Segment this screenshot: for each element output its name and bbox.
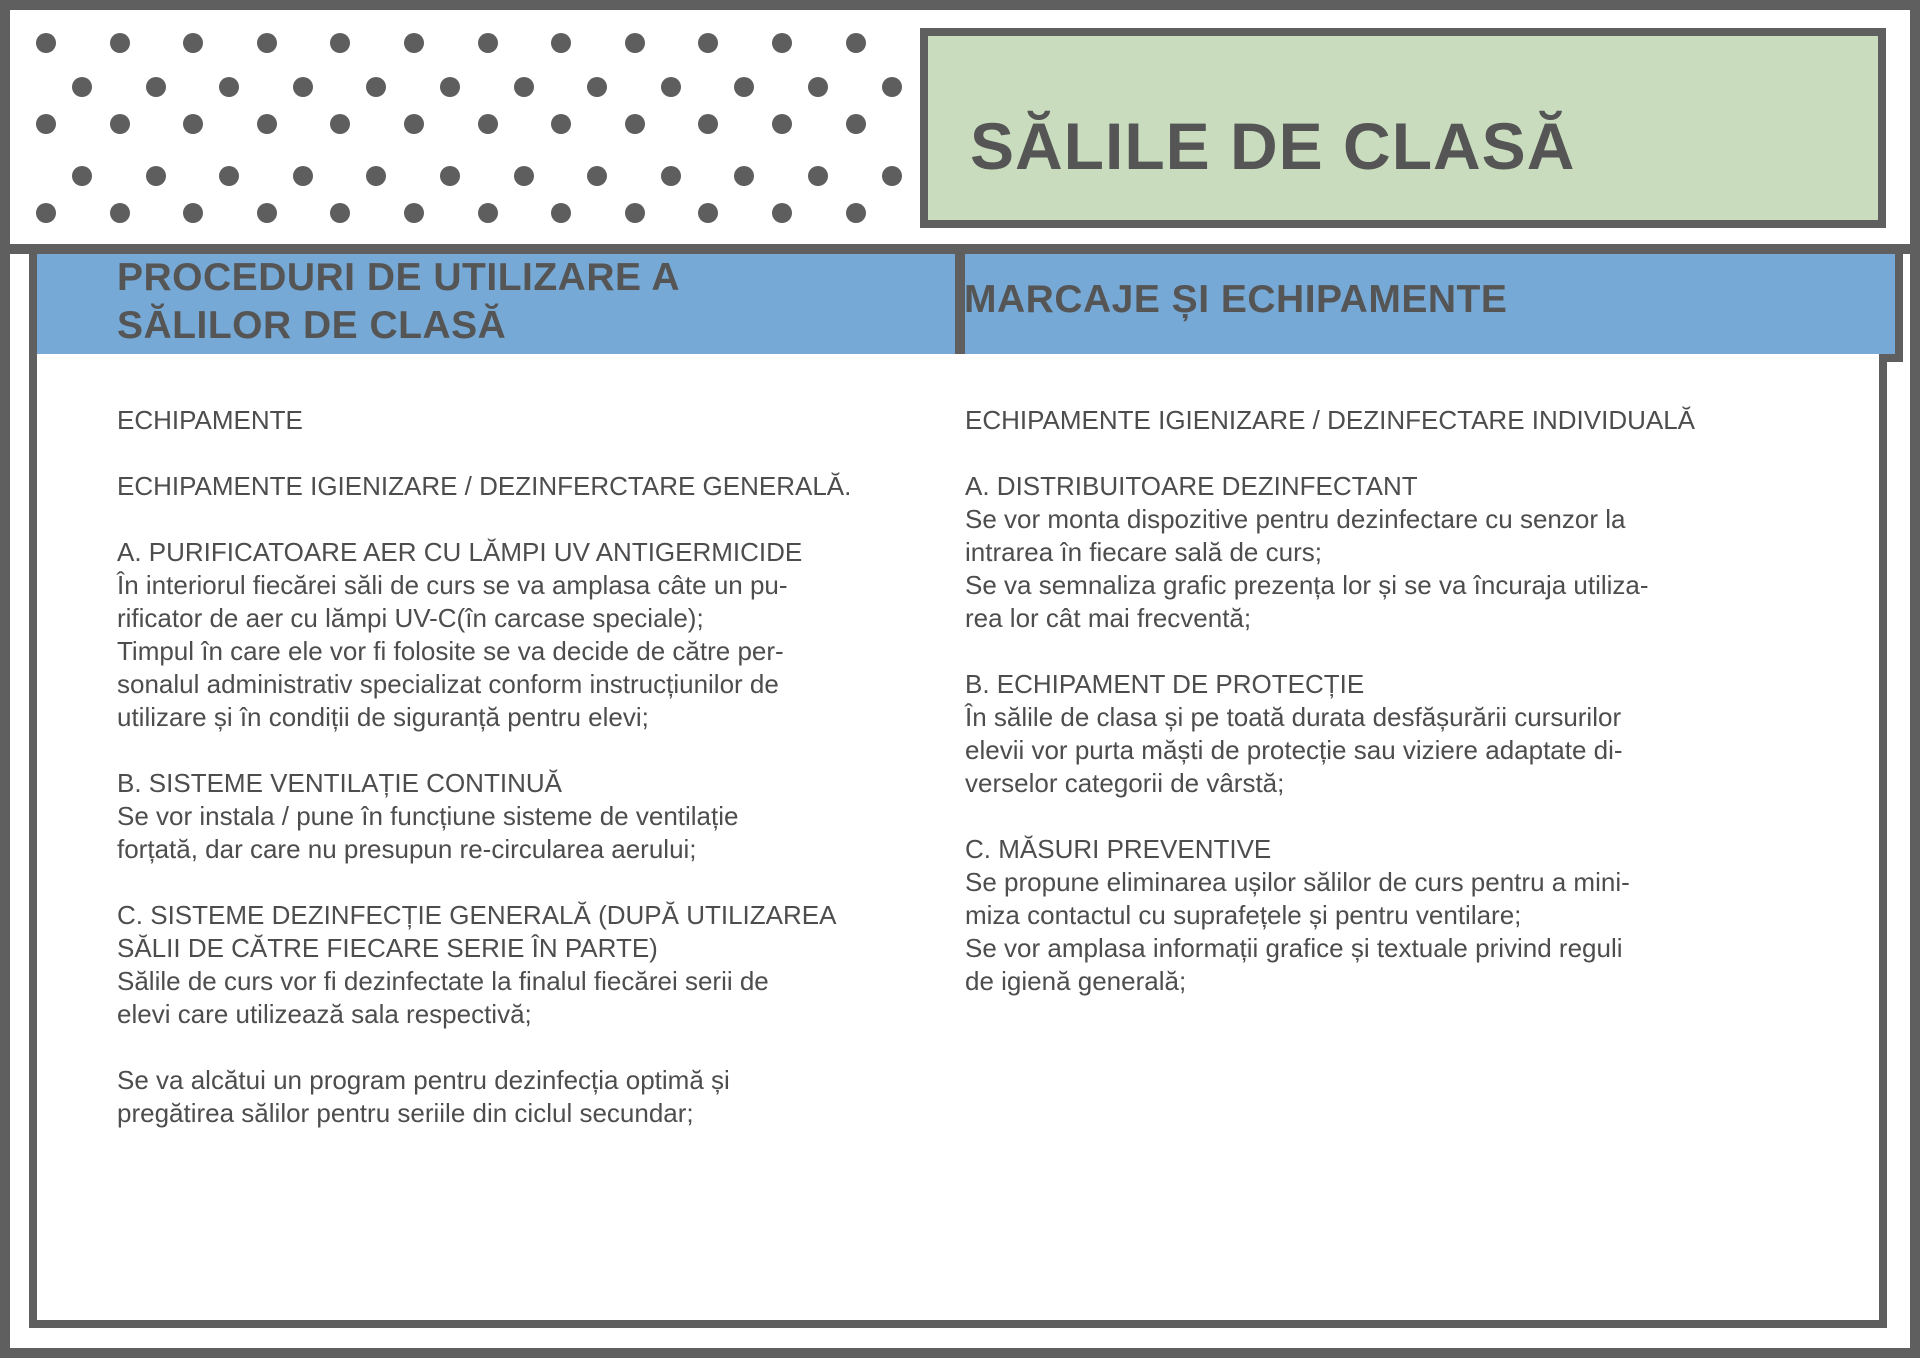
decorative-dot — [366, 77, 386, 97]
decorative-dot — [625, 114, 645, 134]
decorative-dot — [257, 33, 277, 53]
decorative-dot — [587, 77, 607, 97]
decorative-dot — [219, 166, 239, 186]
decorative-dot — [514, 166, 534, 186]
decorative-dot — [404, 33, 424, 53]
content-box — [29, 354, 1887, 1328]
left-paragraph: B. SISTEME VENTILAȚIE CONTINUĂ Se vor instala / pune în funcțiune sisteme de ventilație forțată, dar care nu presupun re-circularea aerului; — [117, 768, 739, 864]
decorative-dot — [110, 114, 130, 134]
dot-pattern — [10, 10, 915, 244]
decorative-dot — [146, 166, 166, 186]
decorative-dot — [698, 114, 718, 134]
decorative-dot — [330, 33, 350, 53]
decorative-dot — [478, 33, 498, 53]
decorative-dot — [734, 77, 754, 97]
header-left-text: PROCEDURI DE UTILIZARE A SĂLILOR DE CLASĂ — [117, 256, 681, 347]
decorative-dot — [625, 33, 645, 53]
decorative-dot — [36, 114, 56, 134]
top-separator — [0, 244, 1920, 254]
decorative-dot — [808, 77, 828, 97]
decorative-dot — [440, 77, 460, 97]
decorative-dot — [587, 166, 607, 186]
decorative-dot — [183, 33, 203, 53]
decorative-dot — [734, 166, 754, 186]
decorative-dot — [478, 114, 498, 134]
decorative-dot — [146, 77, 166, 97]
decorative-dot — [514, 77, 534, 97]
decorative-dot — [404, 114, 424, 134]
decorative-dot — [846, 203, 866, 223]
page-title: SĂLILE DE CLASĂ — [970, 109, 1576, 183]
left-paragraph: ECHIPAMENTE — [117, 405, 303, 435]
decorative-dot — [661, 166, 681, 186]
decorative-dot — [72, 77, 92, 97]
right-column — [965, 404, 1805, 1031]
decorative-dot — [330, 203, 350, 223]
decorative-dot — [183, 203, 203, 223]
decorative-dot — [661, 77, 681, 97]
decorative-dot — [366, 166, 386, 186]
left-column — [117, 404, 937, 1163]
decorative-dot — [772, 114, 792, 134]
decorative-dot — [772, 33, 792, 53]
decorative-dot — [808, 166, 828, 186]
decorative-dot — [110, 33, 130, 53]
decorative-dot — [625, 203, 645, 223]
left-paragraph: Se va alcătui un program pentru dezinfecția optimă și pregătirea sălilor pentru seriile din ciclul secundar; — [117, 1065, 730, 1128]
decorative-dot — [846, 33, 866, 53]
decorative-dot — [36, 203, 56, 223]
decorative-dot — [72, 166, 92, 186]
decorative-dot — [404, 203, 424, 223]
decorative-dot — [219, 77, 239, 97]
decorative-dot — [882, 166, 902, 186]
decorative-dot — [440, 166, 460, 186]
left-paragraph: ECHIPAMENTE IGIENIZARE / DEZINFERCTARE GENERALĂ. — [117, 471, 852, 501]
decorative-dot — [772, 203, 792, 223]
left-paragraph: C. SISTEME DEZINFECȚIE GENERALĂ (DUPĂ UTILIZAREA SĂLII DE CĂTRE FIECARE SERIE ÎN PARTE) Sălile de curs vor fi dezinfectate la finalul fiecărei serii de elevi care utilizează sala respectivă; — [117, 900, 837, 1029]
section-header-bar — [29, 254, 1903, 362]
right-paragraph: C. MĂSURI PREVENTIVE Se propune eliminarea ușilor sălilor de curs pentru a mini- miza contactul cu suprafețele și pentru ventilare; Se vor amplasa informații grafice și textuale privind reguli de igienă generală; — [965, 834, 1630, 996]
left-paragraph: A. PURIFICATOARE AER CU LĂMPI UV ANTIGERMICIDE În interiorul fiecărei săli de curs se va amplasa câte un pu- rificator de aer cu lămpi UV-C(în carcase speciale); Timpul în care ele vor fi folosite se va decide de către per- sonalul administrativ specializat conform instrucțiunilor de utilizare și în condiții de siguranță pentru elevi; — [117, 537, 803, 732]
decorative-dot — [551, 33, 571, 53]
decorative-dot — [293, 77, 313, 97]
right-paragraph: ECHIPAMENTE IGIENIZARE / DEZINFECTARE INDIVIDUALĂ — [965, 405, 1696, 435]
decorative-dot — [110, 203, 130, 223]
decorative-dot — [551, 114, 571, 134]
decorative-dot — [257, 203, 277, 223]
right-paragraph: B. ECHIPAMENT DE PROTECȚIE În sălile de clasa și pe toată durata desfășurării cursurilor elevii vor purta măști de protecție sau viziere adaptate di- verselor categorii de vârstă; — [965, 669, 1623, 798]
decorative-dot — [36, 33, 56, 53]
decorative-dot — [330, 114, 350, 134]
decorative-dot — [882, 77, 902, 97]
title-box — [920, 28, 1886, 228]
decorative-dot — [698, 33, 718, 53]
header-left — [117, 254, 680, 350]
right-paragraph: A. DISTRIBUITOARE DEZINFECTANT Se vor monta dispozitive pentru dezinfectare cu senzor la intrarea în fiecare sală de curs; Se va semnaliza grafic prezența lor și se va încuraja utiliza- rea lor cât mai frecventă; — [965, 471, 1649, 633]
decorative-dot — [846, 114, 866, 134]
decorative-dot — [698, 203, 718, 223]
decorative-dot — [183, 114, 203, 134]
decorative-dot — [257, 114, 277, 134]
decorative-dot — [293, 166, 313, 186]
header-right: MARCAJE ȘI ECHIPAMENTE — [964, 278, 1508, 321]
decorative-dot — [478, 203, 498, 223]
decorative-dot — [551, 203, 571, 223]
